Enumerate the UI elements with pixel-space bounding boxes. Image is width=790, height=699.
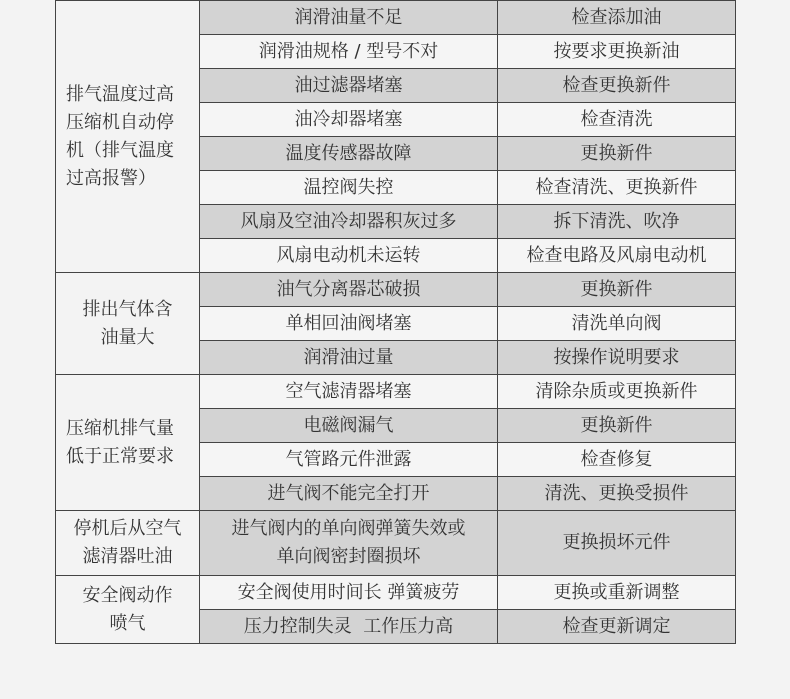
table-row: [56, 576, 736, 610]
cause-cell: 润滑油量不足: [200, 1, 498, 35]
remedy-cell: 检查更新调定: [498, 610, 736, 644]
cause-cell: 油过滤器堵塞: [200, 69, 498, 103]
remedy-cell: 检查清洗: [498, 103, 736, 137]
table-row: [56, 375, 736, 409]
remedy-cell: 清洗、更换受损件: [498, 477, 736, 511]
cause-text: 进气阀内的单向阀弹簧失效或单向阀密封圈损坏: [231, 518, 466, 567]
remedy-cell: 拆下清洗、吹净: [498, 205, 736, 239]
cause-cell: [200, 511, 498, 576]
cause-cell: 油冷却器堵塞: [200, 103, 498, 137]
cause-cell: 温控阀失控: [200, 171, 498, 205]
remedy-cell: 检查修复: [498, 443, 736, 477]
remedy-cell: 检查电路及风扇电动机: [498, 239, 736, 273]
cause-cell: 油气分离器芯破损: [200, 273, 498, 307]
fault-text: 安全阀动作喷气: [82, 584, 173, 634]
remedy-cell: 更换新件: [498, 273, 736, 307]
cause-cell: 单相回油阀堵塞: [200, 307, 498, 341]
table-row: [56, 1, 736, 35]
remedy-cell: 更换损坏元件: [498, 511, 736, 576]
cause-cell: 电磁阀漏气: [200, 409, 498, 443]
remedy-cell: 检查添加油: [498, 1, 736, 35]
cause-cell: 风扇及空油冷却器积灰过多: [200, 205, 498, 239]
remedy-cell: 按操作说明要求: [498, 341, 736, 375]
remedy-cell: 清洗单向阀: [498, 307, 736, 341]
remedy-cell: 检查清洗、更换新件: [498, 171, 736, 205]
fault-text: 排出气体含油量大: [82, 298, 173, 348]
cause-cell: 气管路元件泄露: [200, 443, 498, 477]
remedy-cell: 更换新件: [498, 409, 736, 443]
remedy-cell: 更换或重新调整: [498, 576, 736, 610]
fault-cell: [56, 1, 200, 273]
cause-cell: 安全阀使用时间长 弹簧疲劳: [200, 576, 498, 610]
remedy-cell: 检查更换新件: [498, 69, 736, 103]
cause-cell: 进气阀不能完全打开: [200, 477, 498, 511]
cause-cell: 温度传感器故障: [200, 137, 498, 171]
remedy-cell: 按要求更换新油: [498, 35, 736, 69]
troubleshooting-table: [55, 0, 736, 644]
fault-text: 排气温度过高压缩机自动停机（排气温度过高报警）: [66, 83, 174, 189]
cause-cell: 润滑油规格 / 型号不对: [200, 35, 498, 69]
cause-cell: 压力控制失灵 工作压力高: [200, 610, 498, 644]
fault-cell: [56, 576, 200, 644]
table-row: [56, 511, 736, 576]
cause-cell: 空气滤清器堵塞: [200, 375, 498, 409]
fault-text: 停机后从空气滤清器吐油: [73, 518, 182, 567]
fault-cell: [56, 273, 200, 375]
fault-cell: [56, 511, 200, 576]
table-row: [56, 273, 736, 307]
remedy-cell: 清除杂质或更换新件: [498, 375, 736, 409]
fault-cell: [56, 375, 200, 511]
fault-text: 压缩机排气量低于正常要求: [66, 417, 174, 467]
remedy-cell: 更换新件: [498, 137, 736, 171]
cause-cell: 润滑油过量: [200, 341, 498, 375]
cause-cell: 风扇电动机未运转: [200, 239, 498, 273]
